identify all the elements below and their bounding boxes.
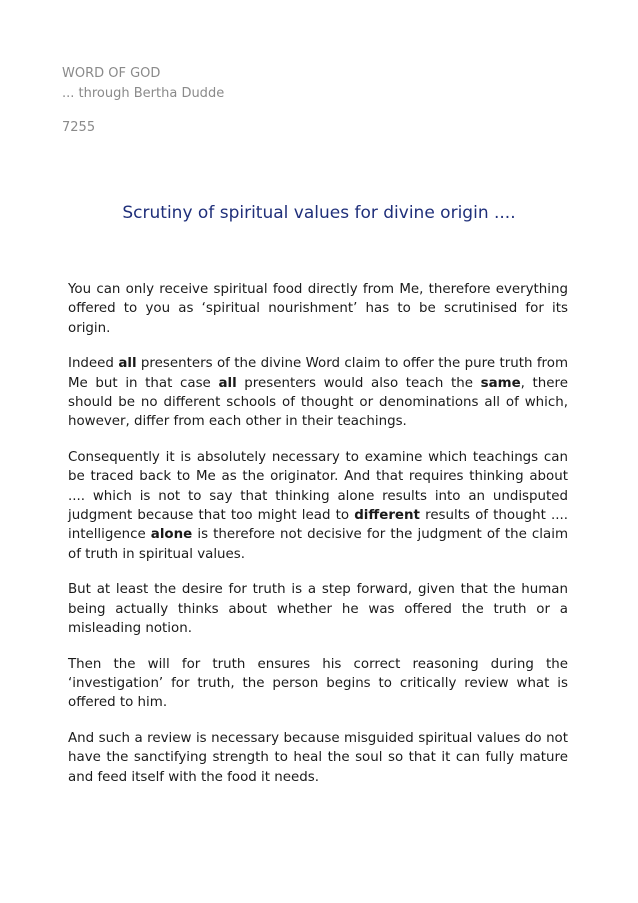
paragraph-text: presenters would also teach the [236,375,481,391]
paragraph [68,280,568,338]
paragraph [68,580,568,638]
document-number: 7255 [62,120,96,135]
paragraph-text: Consequently it is absolutely necessary to examine which teachings can be traced back to Me as the originator. And that requires thinking about .... which is not to say that thinking alone results into an undisputed judgment because that too might lead to [68,449,568,524]
paragraph [68,729,568,787]
page-title: Scrutiny of spiritual values for divine origin .... [122,203,516,223]
paragraph-text: But at least the desire for truth is a step forward, given that the human being actually thinks about whether he was offered the truth or a misleading notion. [68,582,568,637]
paragraph-text: presenters of the divine Word claim to offer the pure truth from Me but in that case [68,356,568,391]
emphasis-text: alone [150,527,193,543]
emphasis-text: all [118,356,137,372]
header-author: ... through Bertha Dudde [62,86,225,101]
paragraph-text: results of thought .... intelligence [68,508,568,543]
paragraph-text: Then the will for truth ensures his correct reasoning during the ‘investigation’ for truth, the person begins to critically review what is offered to him. [68,656,568,711]
emphasis-text: same [480,375,521,391]
paragraph-text: You can only receive spiritual food directly from Me, therefore everything offered to you as ‘spiritual nourishment’ has to be scrutinised for its origin. [68,282,568,336]
paragraph-text: And such a review is necessary because misguided spiritual values do not have the sanctifying strength to heal the soul so that it can fully mature and feed itself with the food it needs. [68,730,568,785]
header-title: WORD OF GOD [62,66,161,81]
body-text [68,280,568,803]
emphasis-text: all [218,375,237,391]
emphasis-text: different [354,508,420,524]
paragraph-text: is therefore not decisive for the judgment of the claim of truth in spiritual values. [68,527,568,562]
document-header [62,64,224,104]
paragraph-text: , there should be no different schools of thought or denominations all of which, however, differ from each other in their teachings. [68,375,568,430]
paragraph [68,448,568,564]
paragraph [68,655,568,713]
paragraph [68,354,568,432]
paragraph-text: Indeed [68,356,119,372]
